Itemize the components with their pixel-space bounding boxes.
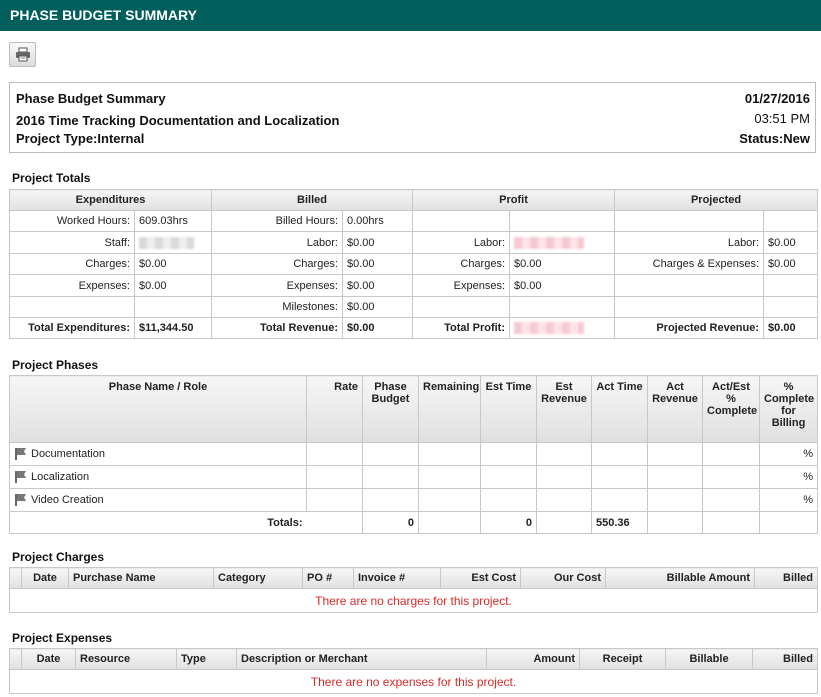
- billed-expenses-label: Expenses:: [212, 275, 343, 297]
- charges-select-col: [10, 568, 22, 589]
- charges-col-our-cost: Our Cost: [521, 568, 606, 589]
- projected-labor-label: Labor:: [615, 232, 764, 254]
- charges-label: Charges:: [10, 254, 135, 275]
- print-button[interactable]: [9, 42, 36, 67]
- total-est-time: 0: [481, 512, 537, 534]
- expenses-col-resource: Resource: [76, 649, 177, 670]
- profit-labor-redacted: [514, 237, 584, 249]
- total-phase-budget: 0: [363, 512, 419, 534]
- billed-hours-label: Billed Hours:: [212, 211, 343, 232]
- charges-col-date: Date: [22, 568, 69, 589]
- col-act-est-complete: Act/Est % Complete: [703, 376, 760, 443]
- expenses-col-date: Date: [22, 649, 76, 670]
- charges-expenses-label: Charges & Expenses:: [615, 254, 764, 275]
- total-act-time: 550.36: [592, 512, 648, 534]
- charges-col-billable-amount: Billable Amount: [606, 568, 755, 589]
- total-revenue-value: $0.00: [343, 318, 413, 339]
- expenses-col-type: Type: [177, 649, 237, 670]
- billed-labor-label: Labor:: [212, 232, 343, 254]
- worked-hours-value: 609.03hrs: [135, 211, 212, 232]
- projected-labor-value: $0.00: [764, 232, 818, 254]
- profit-charges-value: $0.00: [510, 254, 615, 275]
- project-phases-title: Project Phases: [12, 358, 99, 372]
- report-title: Phase Budget Summary: [16, 91, 166, 106]
- profit-charges-label: Charges:: [413, 254, 510, 275]
- totals-label: Totals:: [10, 512, 307, 534]
- projected-header: Projected: [615, 190, 818, 211]
- staff-label: Staff:: [10, 232, 135, 254]
- phase-name[interactable]: Documentation: [31, 447, 105, 460]
- billed-expenses-value: $0.00: [343, 275, 413, 297]
- milestones-label: Milestones:: [212, 297, 343, 318]
- projected-revenue-value: $0.00: [764, 318, 818, 339]
- charges-col-purchase-name: Purchase Name: [69, 568, 214, 589]
- project-type: Project Type:Internal: [16, 131, 145, 146]
- charges-empty-message: There are no charges for this project.: [10, 589, 818, 613]
- phase-row[interactable]: [10, 466, 818, 489]
- charges-col-est-cost: Est Cost: [441, 568, 521, 589]
- printer-icon: [15, 47, 31, 62]
- expenses-col-receipt: Receipt: [580, 649, 666, 670]
- project-phases-table: [9, 375, 818, 534]
- total-revenue-label: Total Revenue:: [212, 318, 343, 339]
- billed-charges-label: Charges:: [212, 254, 343, 275]
- page-header-title: PHASE BUDGET SUMMARY: [10, 7, 197, 23]
- charges-value: $0.00: [135, 254, 212, 275]
- profit-labor-label: Labor:: [413, 232, 510, 254]
- col-est-time: Est Time: [481, 376, 537, 443]
- expenses-col-billed: Billed: [753, 649, 818, 670]
- page-header: [0, 0, 821, 31]
- report-date: 01/27/2016: [744, 91, 810, 106]
- worked-hours-label: Worked Hours:: [10, 211, 135, 232]
- phase-pct-billing: %: [760, 489, 818, 512]
- profit-expenses-label: Expenses:: [413, 275, 510, 297]
- flag-icon: [14, 447, 28, 461]
- profit-header: Profit: [413, 190, 615, 211]
- charges-col-category: Category: [214, 568, 303, 589]
- projected-revenue-label: Projected Revenue:: [615, 318, 764, 339]
- expenses-value: $0.00: [135, 275, 212, 297]
- billed-labor-value: $0.00: [343, 232, 413, 254]
- expenses-col-amount: Amount: [487, 649, 580, 670]
- expenses-select-col: [10, 649, 22, 670]
- phase-pct-billing: %: [760, 466, 818, 489]
- phase-totals-row: [10, 512, 818, 534]
- col-act-revenue: Act Revenue: [648, 376, 703, 443]
- phase-name[interactable]: Video Creation: [31, 493, 104, 506]
- expenses-col-description: Description or Merchant: [237, 649, 487, 670]
- charges-col-po: PO #: [303, 568, 354, 589]
- expenditures-header: Expenditures: [10, 190, 212, 211]
- staff-value-redacted: [139, 237, 194, 249]
- profit-expenses-value: $0.00: [510, 275, 615, 297]
- total-expenditures-value: $11,344.50: [135, 318, 212, 339]
- flag-icon: [14, 470, 28, 484]
- phase-row[interactable]: [10, 489, 818, 512]
- phase-row[interactable]: [10, 443, 818, 466]
- col-complete-billing: % Complete for Billing: [760, 376, 818, 443]
- project-status: Status:New: [739, 131, 810, 146]
- report-time: 03:51 PM: [754, 111, 810, 126]
- project-expenses-title: Project Expenses: [12, 631, 113, 645]
- project-name: 2016 Time Tracking Documentation and Localization: [16, 113, 340, 128]
- total-profit-label: Total Profit:: [413, 318, 510, 339]
- expenses-empty-message: There are no expenses for this project.: [10, 670, 818, 694]
- project-expenses-table: [9, 648, 818, 694]
- charges-col-invoice: Invoice #: [354, 568, 441, 589]
- flag-icon: [14, 493, 28, 507]
- col-phase-name: Phase Name / Role: [10, 376, 307, 443]
- project-totals-table: [9, 189, 818, 339]
- billed-header: Billed: [212, 190, 413, 211]
- total-profit-redacted: [514, 322, 584, 334]
- col-rate: Rate: [307, 376, 363, 443]
- phase-name[interactable]: Localization: [31, 470, 90, 483]
- phase-pct-billing: %: [760, 443, 818, 466]
- charges-expenses-value: $0.00: [764, 254, 818, 275]
- total-expenditures-label: Total Expenditures:: [10, 318, 135, 339]
- billed-charges-value: $0.00: [343, 254, 413, 275]
- col-est-revenue: Est Revenue: [537, 376, 592, 443]
- col-remaining: Remaining: [419, 376, 481, 443]
- expenses-col-billable: Billable: [666, 649, 753, 670]
- billed-hours-value: 0.00hrs: [343, 211, 413, 232]
- expenses-label: Expenses:: [10, 275, 135, 297]
- project-charges-title: Project Charges: [12, 550, 105, 564]
- project-charges-table: [9, 567, 818, 613]
- project-totals-title: Project Totals: [12, 171, 91, 185]
- col-phase-budget: Phase Budget: [363, 376, 419, 443]
- milestones-value: $0.00: [343, 297, 413, 318]
- charges-col-billed: Billed: [755, 568, 818, 589]
- report-info-box: [9, 82, 816, 153]
- col-act-time: Act Time: [592, 376, 648, 443]
